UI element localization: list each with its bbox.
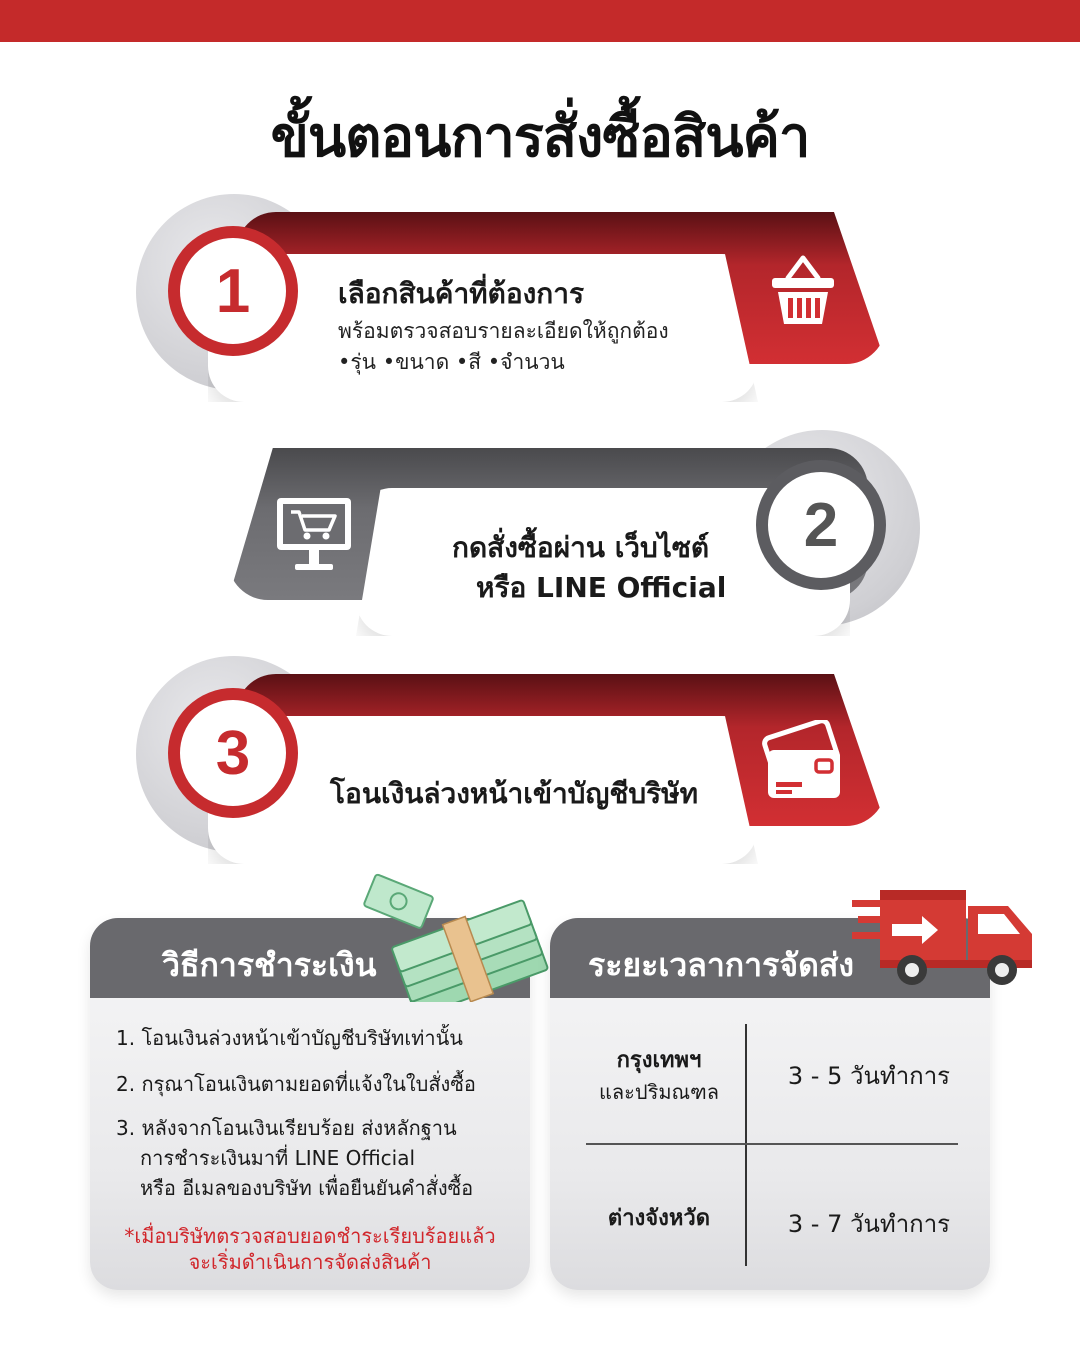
step-2-number: 2: [756, 460, 886, 590]
money-stack-icon: [360, 872, 550, 1006]
shipping-region-2: ต่างจังหวัด: [607, 1206, 711, 1231]
top-accent-bar: [0, 0, 1080, 42]
payment-item-3-cont-1: การชำระเงินมาที่ LINE Official: [140, 1146, 416, 1170]
step-2-line1: หรือ LINE Official: [476, 571, 727, 604]
step-1-line2: •รุ่น •ขนาด •สี •จำนวน: [338, 350, 565, 374]
shipping-divider-horizontal: [586, 1143, 958, 1145]
payment-item-3-cont-2: หรือ อีเมลของบริษัท เพื่อยืนยันคำสั่งซื้อ: [140, 1176, 474, 1200]
payment-panel-title: วิธีการชำระเงิน: [162, 946, 377, 984]
shipping-time-2: 3 - 7 วันทำการ: [787, 1210, 951, 1238]
step-1-line1: พร้อมตรวจสอบรายละเอียดให้ถูกต้อง: [338, 319, 669, 343]
credit-card-icon: [762, 720, 846, 808]
monitor-cart-icon: [275, 496, 353, 580]
shipping-time-1: 3 - 5 วันทำการ: [787, 1062, 951, 1090]
payment-item-1: 1. โอนเงินล่วงหน้าเข้าบัญชีบริษัทเท่านั้น: [116, 1026, 463, 1050]
step-2-title: กดสั่งซื้อผ่าน เว็บไซต์: [452, 531, 710, 564]
payment-note-line1: *เมื่อบริษัทตรวจสอบยอดชำระเรียบร้อยแล้ว: [124, 1224, 496, 1248]
shipping-region-1: กรุงเทพฯ: [616, 1048, 702, 1073]
shipping-divider-vertical: [745, 1024, 747, 1266]
step-3-title: โอนเงินล่วงหน้าเข้าบัญชีบริษัท: [330, 777, 699, 810]
step-1-title: เลือกสินค้าที่ต้องการ: [338, 277, 585, 310]
payment-note-line2: จะเริ่มดำเนินการจัดส่งสินค้า: [188, 1250, 432, 1274]
payment-item-2: 2. กรุณาโอนเงินตามยอดที่แจ้งในใบสั่งซื้อ: [116, 1072, 476, 1096]
shipping-panel-title: ระยะเวลาการจัดส่ง: [588, 946, 855, 984]
step-3-number: 3: [168, 688, 298, 818]
page-title: ขั้นตอนการสั่งซื้อสินค้า: [270, 105, 810, 170]
basket-icon: [770, 254, 836, 330]
shipping-region-1-sub: และปริมณฑล: [599, 1080, 719, 1104]
payment-item-3: 3. หลังจากโอนเงินเรียบร้อย ส่งหลักฐาน: [116, 1116, 457, 1140]
step-1-number: 1: [168, 226, 298, 356]
delivery-truck-icon: [852, 884, 1036, 994]
